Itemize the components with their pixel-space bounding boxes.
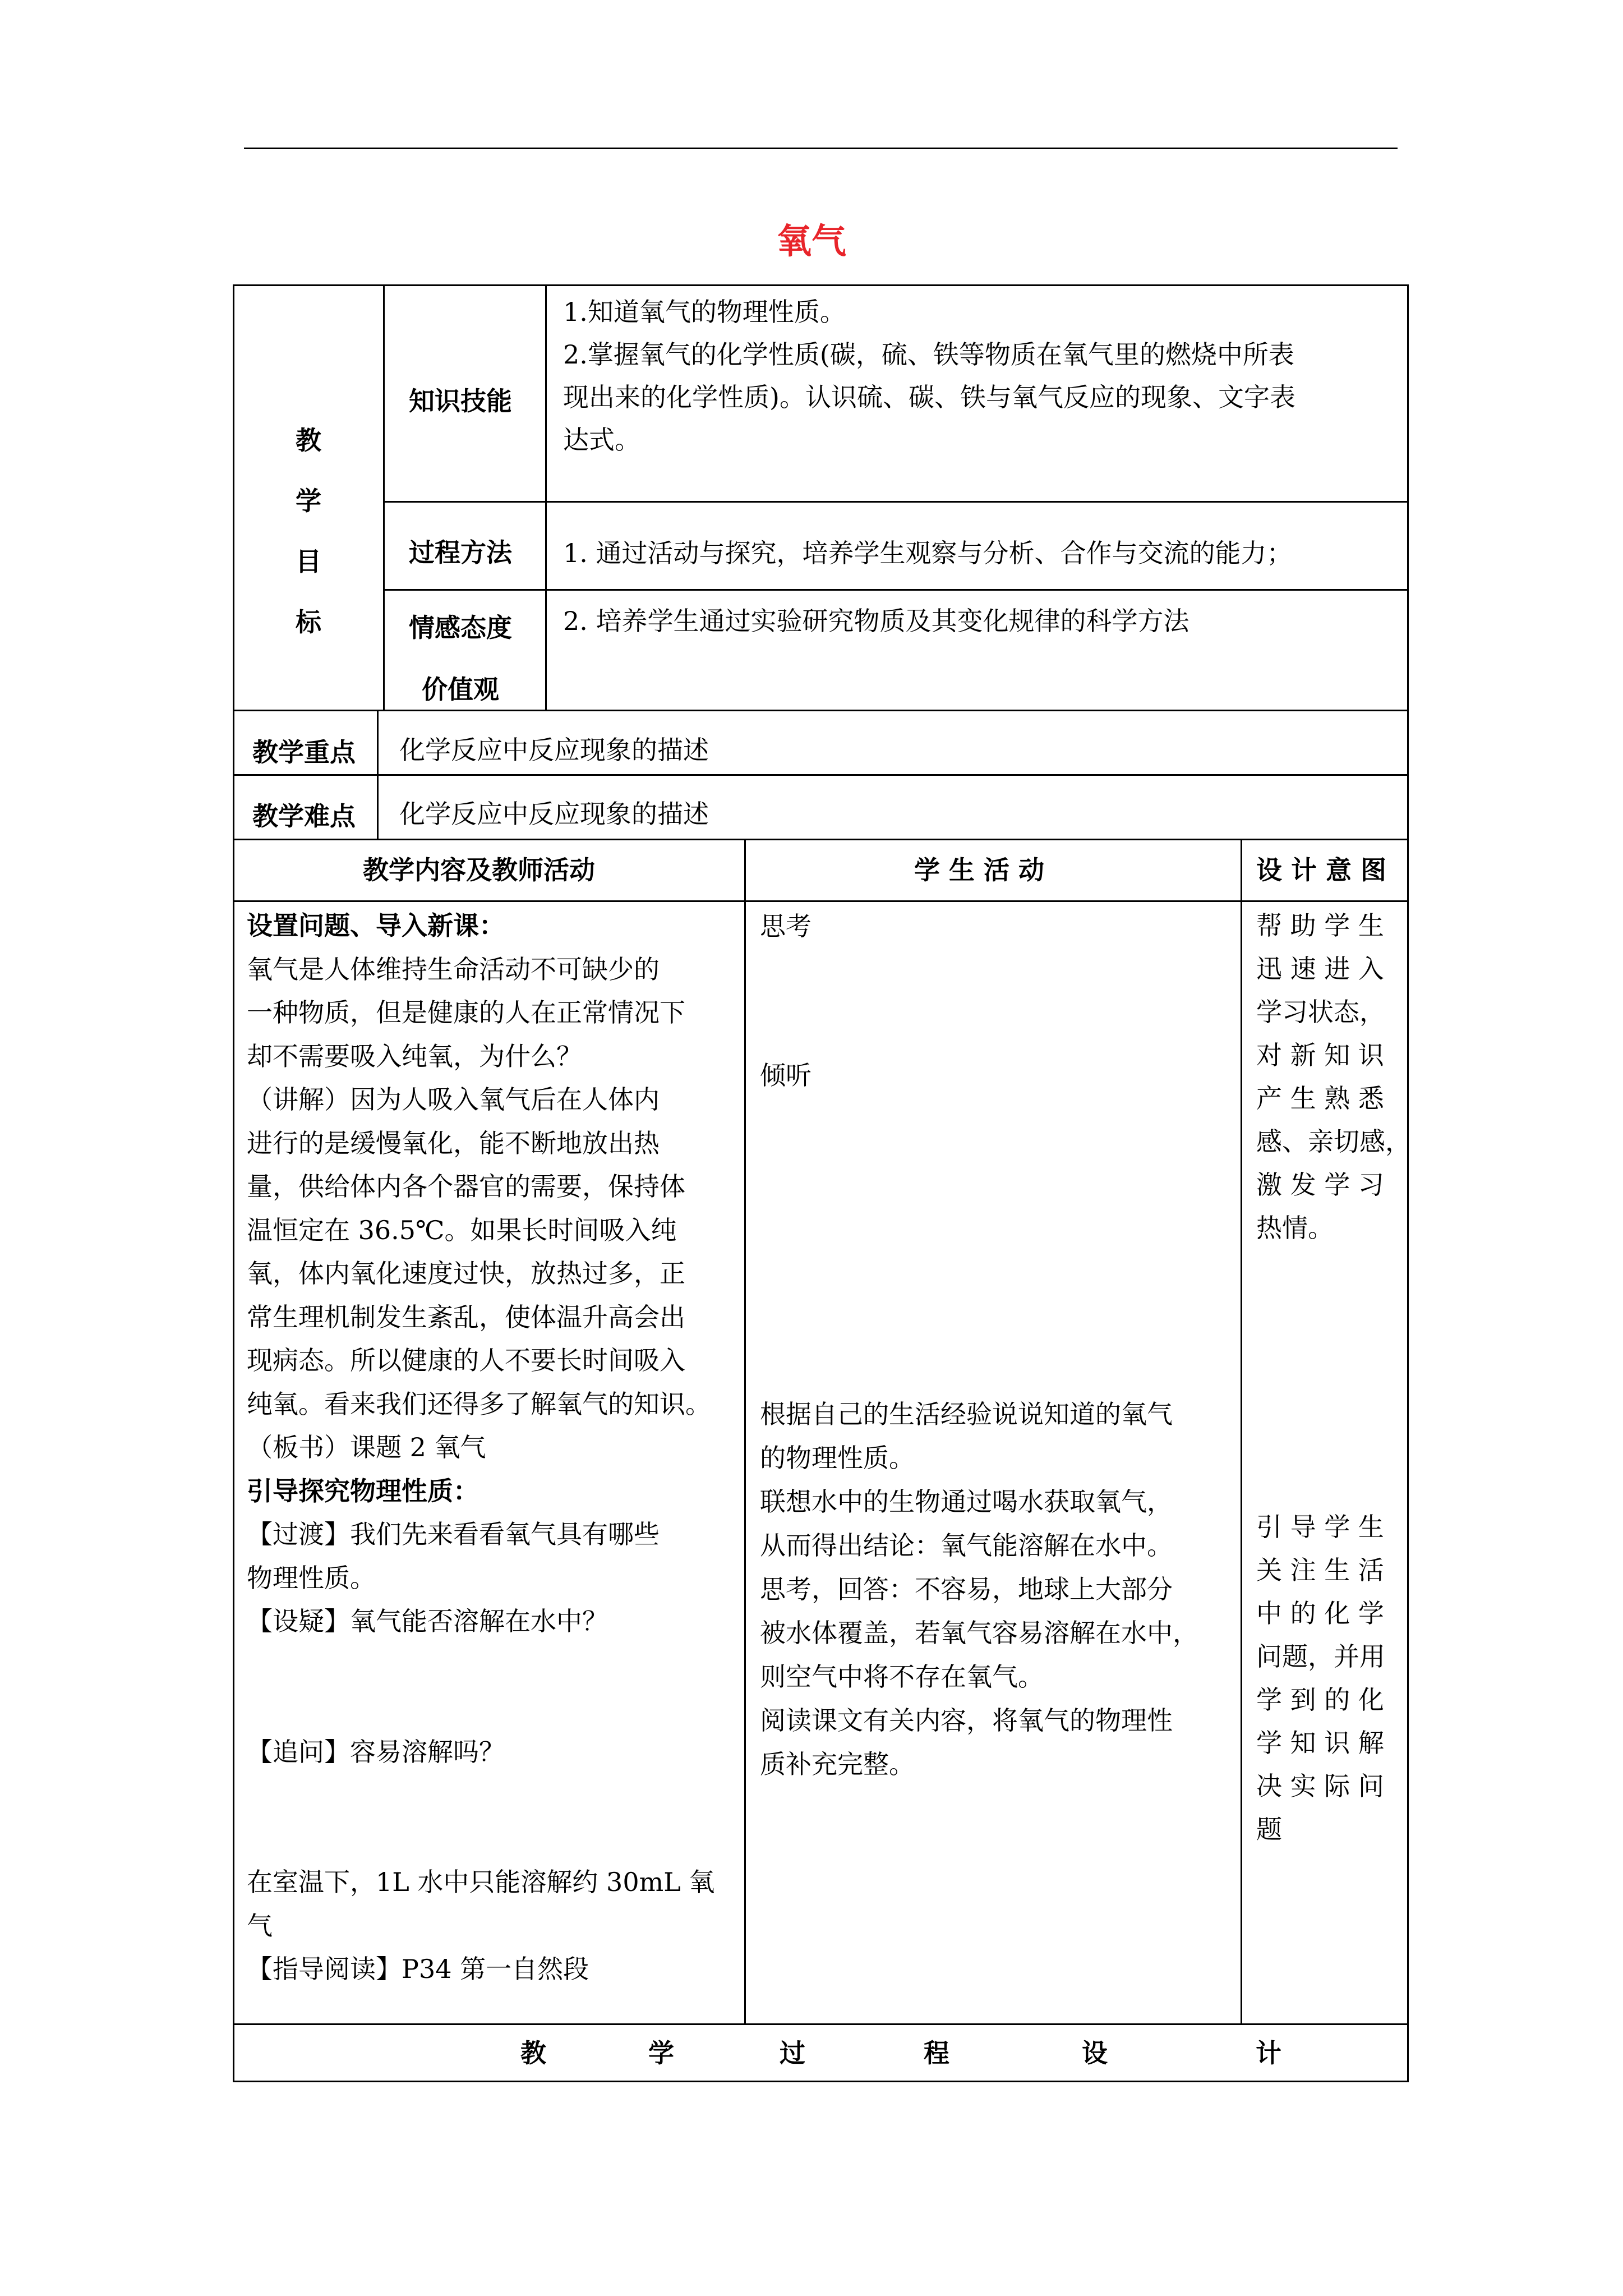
- objectives-header-char: 学: [296, 486, 321, 516]
- objectives-header-char: 目: [296, 546, 321, 577]
- knowledge-text: [563, 291, 1295, 461]
- footer-top-line: [233, 2023, 1409, 2025]
- objectives-header-char: 教: [296, 425, 321, 455]
- design-line: 关 注 生 活: [1256, 1555, 1384, 1585]
- design-line: 帮 助 学 生: [1256, 910, 1384, 941]
- header-rule: [244, 148, 1398, 149]
- teacher-line: 量，供给体内各个器官的需要，保持体: [247, 1171, 685, 1202]
- student-line: 则空气中将不存在氧气。: [760, 1662, 1044, 1692]
- difficulty-top-line: [233, 774, 1409, 776]
- column-header-student: 学 生 活 动: [914, 855, 1045, 885]
- teacher-line: 在室温下，1L 水中只能溶解约 30mL 氧: [247, 1867, 715, 1897]
- student-line: 被水体覆盖，若氧气容易溶解在水中，: [760, 1618, 1198, 1648]
- difficulty-label: 教学难点: [252, 801, 356, 831]
- teacher-line: 物理性质。: [247, 1562, 376, 1593]
- design-intent-1: [1256, 904, 1411, 1250]
- design-line: 学 知 识 解: [1256, 1728, 1384, 1758]
- design-intent-2: [1256, 1506, 1385, 1851]
- objectives-row-line-2: [383, 589, 1409, 591]
- objectives-divider-2: [545, 284, 547, 710]
- teacher-line: 【过渡】我们先来看看氧气具有哪些: [247, 1519, 660, 1549]
- objectives-header-char: 标: [296, 607, 321, 637]
- teacher-line: [247, 1644, 714, 1687]
- teacher-line: 现病态。所以健康的人不要长时间吸入: [247, 1345, 685, 1375]
- teacher-line: 【指导阅读】P34 第一自然段: [247, 1954, 589, 1984]
- design-line: 决 实 际 问: [1256, 1771, 1384, 1801]
- knowledge-line: 1.知道氧气的物理性质。: [563, 297, 846, 327]
- emotion-label-line1: 情感态度: [409, 613, 512, 643]
- teacher-line: （板书）课题 2 氧气: [247, 1432, 486, 1462]
- design-line: 学 到 的 化: [1256, 1685, 1384, 1715]
- teacher-line: 氧，体内氧化速度过快，放热过多，正: [247, 1258, 685, 1289]
- knowledge-line: 2.掌握氧气的化学性质(碳，硫、铁等物质在氧气里的燃烧中所表: [563, 339, 1294, 370]
- student-line: 阅读课文有关内容，将氧气的物理性: [760, 1705, 1173, 1736]
- footer-char: 过: [780, 2038, 805, 2068]
- teacher-line: 【追问】容易溶解吗？: [247, 1736, 505, 1767]
- design-line: 问题，并用: [1256, 1641, 1385, 1672]
- teacher-line: 一种物质，但是健康的人在正常情况下: [247, 997, 685, 1028]
- student-line: 联想水中的生物通过喝水获取氧气，: [760, 1487, 1173, 1517]
- teacher-line: [247, 1818, 714, 1861]
- student-line: 根据自己的生活经验说说知道的氧气: [760, 1399, 1173, 1429]
- teacher-line: （讲解）因为人吸入氧气后在人体内: [247, 1084, 660, 1115]
- student-line: 的物理性质。: [760, 1443, 915, 1473]
- focus-label: 教学重点: [252, 737, 356, 767]
- focus-top-line: [233, 710, 1409, 711]
- objectives-divider-1: [383, 284, 385, 710]
- column-header-design: 设 计 意 图: [1256, 855, 1387, 885]
- teacher-line: [247, 1687, 714, 1731]
- teacher-line-heading-1: 设置问题、导入新课：: [247, 910, 505, 941]
- process-text: 1. 通过活动与探究，培养学生观察与分析、合作与交流的能力；: [563, 538, 1293, 568]
- objectives-row-line-1: [383, 501, 1409, 503]
- design-line: 引 导 学 生: [1256, 1512, 1384, 1542]
- teacher-line: 进行的是缓慢氧化，能不断地放出热: [247, 1128, 660, 1158]
- teacher-activity: [247, 904, 714, 1991]
- focus-text: 化学反应中反应现象的描述: [399, 735, 709, 765]
- design-line: 感、亲切感，: [1256, 1126, 1411, 1157]
- teacher-line: [247, 1774, 714, 1818]
- teacher-line: 气: [247, 1910, 273, 1941]
- student-listen: 倾听: [760, 1060, 811, 1091]
- student-activity: [760, 1392, 1198, 1786]
- design-line: 题: [1256, 1814, 1282, 1844]
- process-label: 过程方法: [409, 537, 512, 568]
- teacher-line: 纯氧。看来我们还得多了解氧气的知识。: [247, 1388, 711, 1419]
- student-think: 思考: [760, 911, 811, 941]
- student-line: 质补充完整。: [760, 1749, 915, 1779]
- student-line: 从而得出结论：氧气能溶解在水中。: [760, 1530, 1173, 1561]
- knowledge-label: 知识技能: [409, 386, 512, 416]
- design-line: 对 新 知 识: [1256, 1040, 1384, 1070]
- footer-char: 设: [1082, 2038, 1108, 2068]
- column-divider-1: [744, 839, 746, 2023]
- design-line: 产 生 熟 悉: [1256, 1083, 1384, 1114]
- columns-top-line: [233, 839, 1409, 840]
- column-header-teacher: 教学内容及教师活动: [363, 855, 595, 885]
- teacher-line: 却不需要吸入纯氧，为什么？: [247, 1041, 582, 1071]
- emotion-text: 2. 培养学生通过实验研究物质及其变化规律的科学方法: [563, 606, 1189, 636]
- column-divider-2: [1241, 839, 1242, 2023]
- design-line: 热情。: [1256, 1213, 1334, 1243]
- design-line: 激 发 学 习: [1256, 1170, 1384, 1200]
- teacher-line: 氧气是人体维持生命活动不可缺少的: [247, 954, 660, 984]
- footer-char: 学: [648, 2038, 674, 2068]
- teacher-line: 【设疑】氧气能否溶解在水中？: [247, 1606, 608, 1636]
- teacher-line: 温恒定在 36.5℃。如果长时间吸入纯: [247, 1214, 677, 1245]
- student-line: 思考，回答：不容易，地球上大部分: [760, 1574, 1173, 1604]
- knowledge-line: 达式。: [563, 425, 640, 455]
- footer-char: 计: [1256, 2038, 1281, 2068]
- teacher-line-heading-2: 引导探究物理性质：: [247, 1475, 479, 1506]
- footer-char: 程: [924, 2038, 949, 2068]
- emotion-label-line2: 价值观: [422, 674, 499, 705]
- design-line: 迅 速 进 入: [1256, 954, 1384, 984]
- footer-char: 教: [520, 2038, 546, 2068]
- teacher-line: 常生理机制发生紊乱，使体温升高会出: [247, 1301, 685, 1332]
- difficulty-text: 化学反应中反应现象的描述: [399, 799, 709, 829]
- knowledge-line: 现出来的化学性质)。认识硫、碳、铁与氧气反应的现象、文字表: [563, 382, 1295, 412]
- objectives-header: [292, 427, 325, 670]
- design-line: 中 的 化 学: [1256, 1598, 1384, 1628]
- columns-header-bottom-line: [233, 900, 1409, 902]
- design-line: 学习状态，: [1256, 997, 1385, 1027]
- page-title: 氧气: [776, 220, 846, 261]
